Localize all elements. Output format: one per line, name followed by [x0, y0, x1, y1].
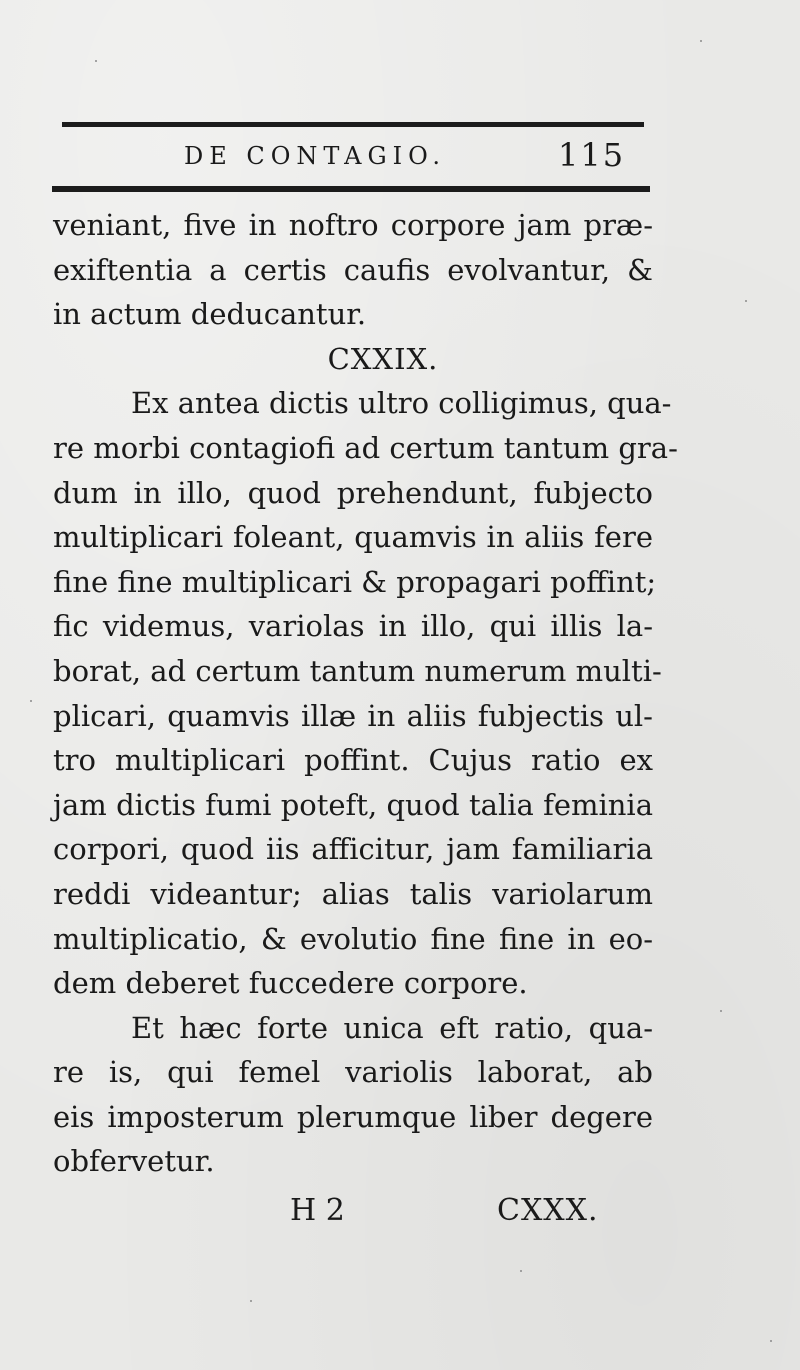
body-text [53, 203, 678, 1184]
paper-speck [95, 60, 97, 62]
header-rule-top [62, 122, 644, 127]
paper-speck [770, 1340, 772, 1342]
text-line: jam dictis fumi poteft, quod talia feminia [53, 787, 653, 822]
text-line: re is, qui femel variolis laborat, ab [53, 1055, 653, 1090]
text-line: obfervetur. [53, 1144, 215, 1179]
page-number: 115 [558, 136, 626, 174]
text-line: Et hæc forte unica eft ratio, qua- [131, 1010, 653, 1045]
text-line: re morbi contagiofi ad certum tantum gra- [53, 430, 678, 465]
text-line: fic videmus, variolas in illo, qui illis la- [53, 609, 653, 644]
paper-speck [720, 1010, 722, 1012]
text-line: fine fine multiplicari & propagari poffint; [53, 564, 657, 599]
running-head: DE CONTAGIO. [184, 142, 447, 170]
paper-speck [30, 700, 32, 702]
paper-speck [745, 300, 747, 302]
text-line: reddi videantur; alias talis variolarum [53, 876, 653, 911]
text-line: eis imposterum plerumque liber degere [53, 1099, 653, 1134]
text-line: plicari, quamvis illæ in aliis fubjectis ul- [53, 698, 653, 733]
signature-mark: H 2 [290, 1193, 345, 1228]
catchword: CXXX. [497, 1193, 599, 1228]
header-rule-bottom [52, 186, 650, 192]
text-line: dem deberet fuccedere corpore. [53, 966, 528, 1001]
paper-speck [700, 40, 702, 42]
text-line: borat, ad certum tantum numerum multi- [53, 653, 662, 688]
section-heading: CXXIX. [327, 341, 439, 376]
text-line: tro multiplicari poffint. Cujus ratio ex [53, 743, 653, 778]
text-line: exiftentia a certis caufis evolvantur, & [53, 252, 653, 287]
paper-speck [250, 1300, 252, 1302]
text-line: Ex antea dictis ultro colligimus, qua- [131, 386, 672, 421]
text-line: corpori, quod iis afficitur, jam familiaria [53, 832, 653, 867]
paper-speck [520, 1270, 522, 1272]
text-line: dum in illo, quod prehendunt, fubjecto [53, 475, 653, 510]
text-line: multiplicatio, & evolutio fine fine in eo- [53, 921, 653, 956]
text-line: veniant, five in noftro corpore jam præ- [53, 208, 653, 242]
text-line: multiplicari foleant, quamvis in aliis fere [53, 520, 653, 555]
text-line: in actum deducantur. [53, 297, 367, 332]
